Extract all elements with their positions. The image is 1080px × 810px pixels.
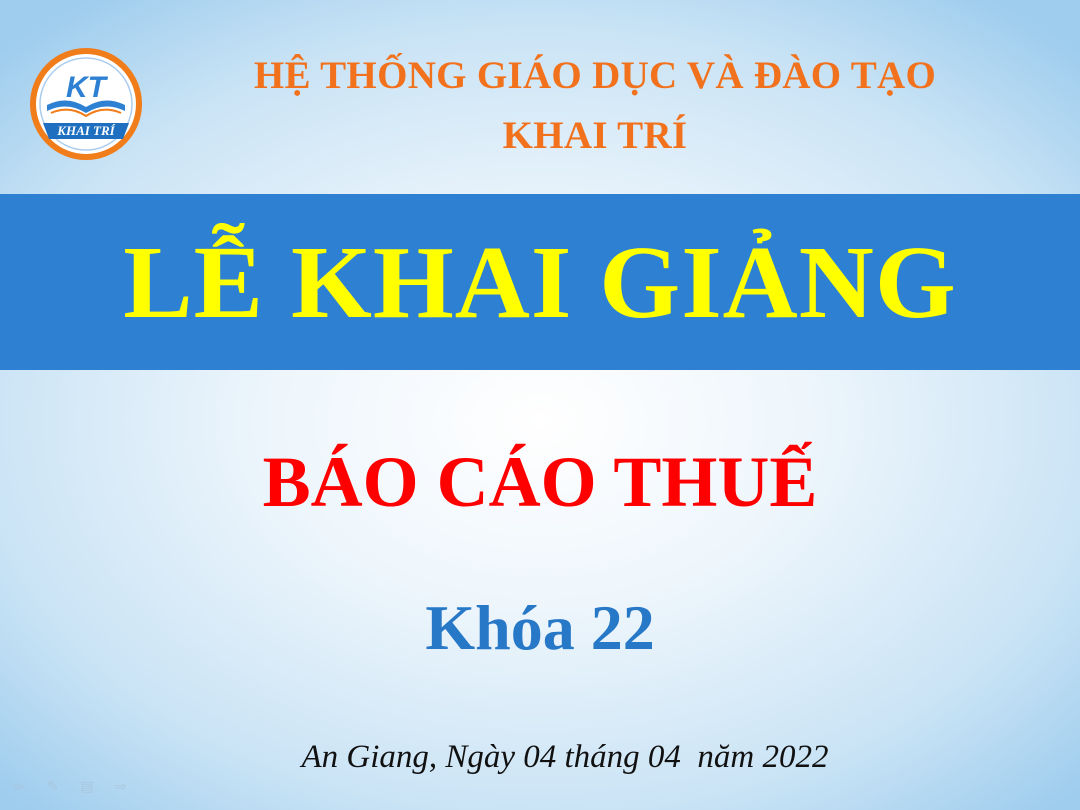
next-slide-icon[interactable]: ⇨: [115, 779, 127, 795]
slideshow-controls: [8, 778, 132, 798]
course-subject: BÁO CÁO THUẾ: [262, 442, 818, 522]
logo-graphic: [29, 47, 143, 161]
previous-slide-icon[interactable]: ⇦: [13, 779, 25, 795]
organization-name-line1: HỆ THỐNG GIÁO DỤC VÀ ĐÀO TẠO: [253, 54, 937, 97]
pen-icon[interactable]: ✎: [47, 779, 59, 795]
logo-caption: KHAI TRÍ: [57, 123, 115, 138]
logo-monogram: KT: [66, 71, 106, 104]
course-number: Khóa 22: [425, 592, 655, 663]
organization-name-line2: KHAI TRÍ: [502, 114, 688, 157]
khai-tri-logo: [29, 47, 143, 161]
date-line: An Giang, Ngày 04 tháng 04 năm 2022: [301, 739, 829, 775]
title-banner: [0, 194, 1080, 370]
ceremony-title: LỄ KHAI GIẢNG: [123, 224, 957, 340]
menu-icon[interactable]: ▤: [80, 779, 94, 795]
